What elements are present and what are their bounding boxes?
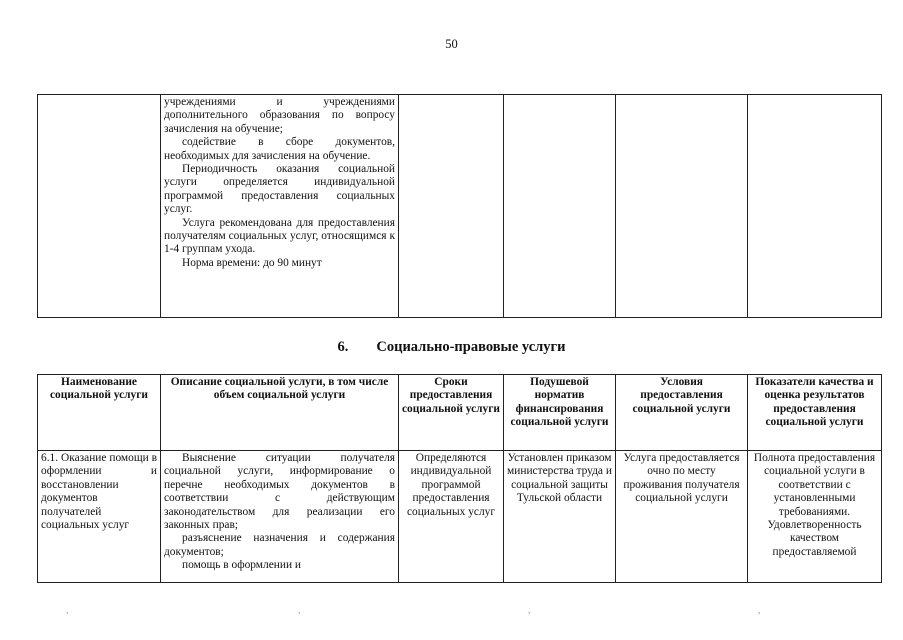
- section-number: 6.: [337, 339, 349, 355]
- scan-mark: ,: [298, 605, 301, 615]
- description-paragraph: Услуга рекомендована для предоставления получателям социальных услуг, относящимся к 1-4 группам ухода.: [164, 216, 395, 256]
- continuation-table: [37, 94, 882, 318]
- description-paragraph: Периодичность оказания социальной услуги определяется индивидуальной программой предоставления социальных услуг.: [164, 163, 395, 216]
- service-terms-cell: Определяются индивидуальной программой предоставления социальных услуг: [399, 451, 504, 583]
- page-number: 50: [445, 37, 458, 51]
- service-name-cell: 6.1. Оказание помощи в оформлении и восстановлении документов получателей социальных услуг: [38, 451, 161, 583]
- section-title: Социально-правовые услуги: [376, 339, 566, 355]
- column-header: Условия предоставления социальной услуги: [616, 375, 748, 451]
- description-paragraph: Выяснение ситуации получателя социальной услуги, информирование о перечне необходимых документов в соответствии с действующим законодательством для реализации его законных прав;: [164, 452, 395, 532]
- table-header-row: [38, 375, 882, 451]
- description-paragraph: учреждениями и учреждениями дополнительного образования по вопросу зачисления на обучение;: [164, 96, 395, 135]
- table-row: [38, 451, 882, 583]
- table-row: [38, 95, 882, 318]
- service-quality-cell: Полнота предоставления социальной услуги в соответствии с установленными требованиями. Удовлетворенность качеством предоставляемой: [748, 451, 882, 583]
- empty-cell: [748, 95, 882, 318]
- empty-cell: [38, 95, 161, 318]
- description-paragraph: разъяснение назначения и содержания документов;: [164, 532, 395, 558]
- scan-mark: ,: [758, 605, 761, 615]
- services-table: [37, 374, 882, 583]
- empty-cell: [504, 95, 616, 318]
- description-paragraph: Норма времени: до 90 минут: [182, 256, 322, 269]
- scan-mark: ,: [66, 605, 69, 615]
- column-header: Показатели качества и оценка результатов предоставления социальной услуги: [748, 375, 882, 451]
- column-header: Наименование социальной услуги: [38, 375, 161, 451]
- service-norm-cell: Установлен приказом министерства труда и социальной защиты Тульской области: [504, 451, 616, 583]
- column-header: Сроки предоставления социальной услуги: [399, 375, 504, 451]
- description-paragraph: содействие в сборе документов, необходимых для зачисления на обучение.: [164, 136, 395, 162]
- service-conditions-cell: Услуга предоставляется очно по месту проживания получателя социальной услуги: [616, 451, 748, 583]
- scan-mark: ,: [528, 605, 531, 615]
- service-description-cell: [161, 451, 399, 583]
- column-header: Описание социальной услуги, в том числе объем социальной услуги: [161, 375, 399, 451]
- description-paragraph: помощь в оформлении и: [182, 559, 301, 572]
- column-header: Подушевой норматив финансирования социальной услуги: [504, 375, 616, 451]
- empty-cell: [399, 95, 504, 318]
- section-heading: [0, 341, 903, 354]
- empty-cell: [616, 95, 748, 318]
- continuation-description-cell: [161, 95, 399, 318]
